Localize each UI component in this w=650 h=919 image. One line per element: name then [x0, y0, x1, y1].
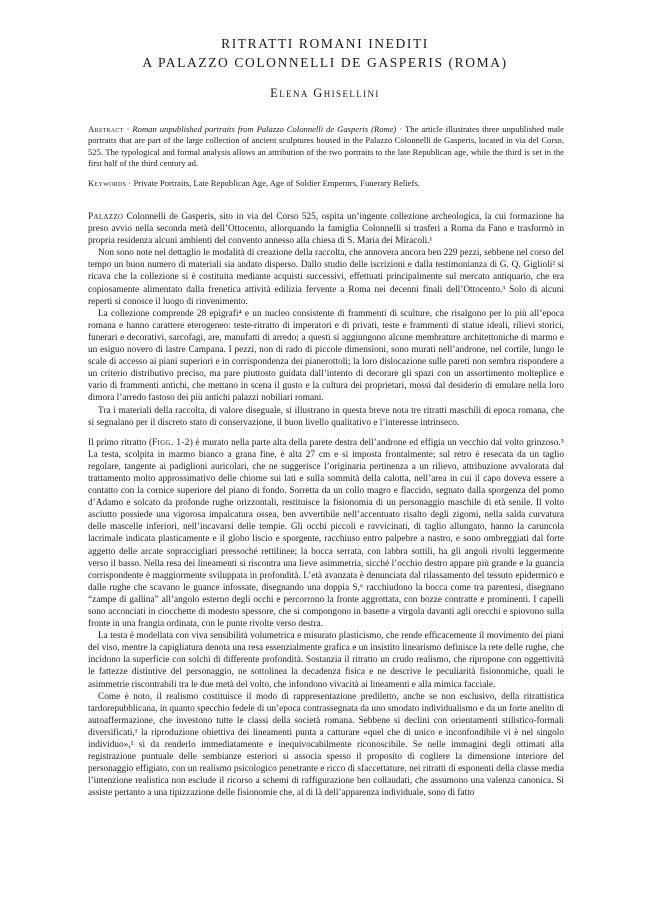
article-title-line-2: A PALAZZO COLONNELLI DE GASPERIS (ROMA): [142, 55, 508, 70]
keywords: [88, 178, 564, 189]
paragraph-4: Tra i materiali della raccolta, di valore diseguale, si illustrano in questa breve nota tre ritratti maschili di epoca romana, che si segnalano per il discreto stato di conservazione, il buon livello qualitativo e l’interesse intrinseco.: [88, 405, 564, 428]
paragraph-5-text-a: Il primo ritratto (: [88, 437, 153, 448]
abstract-separator: ·: [123, 124, 133, 134]
paragraph-1-text: Colonnelli de Gasperis, sito in via del Corso 525, ospita un’ingente collezione archeologica, la cui formazione ha preso avvio nella seconda metà dell’Ottocento, allorquando la famiglia Colonnelli si trasferì a Roma da Fano e trasformò in propria residenza alcuni ambienti del convento annesso alla chiesa di S. Maria dei Miracoli.¹: [88, 212, 564, 247]
paragraph-6: La testa è modellata con viva sensibilità volumetrica e misurato plasticismo, che rende efficacemente il movimento dei piani del viso, mentre la capigliatura denota una resa essenzialmente grafica e un insistito linearismo definisce la rete delle rughe, che incidono la superficie con solchi di differente profondità. Sostanzia il ritratto un crudo realismo, che ripropone con oggettività le fattezze distintive del personaggio, ne sottolinea la decadenza fisica e ne descrive le peculiarità fisionomiche, quali le asimmetrie riscontrabili tra le due metà del volto, che infondono vivacità ai lineamenti e alla mimica facciale.: [88, 631, 564, 690]
abstract-english-title: Roman unpublished portraits from Palazzo Colonnelli de Gasperis (Rome): [132, 124, 397, 134]
abstract: [88, 124, 564, 169]
paragraph-5-text-b: ) è murato nella parte alta della parete destra dell’androne ed effigia un vecchio dal volto grinzoso.⁵ La testa, scolpita in marmo bianco a grana fine, è alta 27 cm e si imposta frontalmente; sul retro è resecata da un taglio regolare, tangente ai padiglioni auricolari, che ne suggerisce l’originaria pertinenza a un rilievo, attribuzione avvalorata dal trattamento molto approssimativo delle chiome sui lati e sulla sommità della calotta, nell’area in cui il capo doveva essere a contatto con la cornice superiore del piano di fondo. Sorretta da un collo magro e flaccido, segnato dalla sporgenza del pomo d’Adamo e solcato da profonde rughe orizzontali, restituisce la fisionomia di un personaggio maschile di età senile. Il volto asciutto possiede una vigorosa impalcatura ossea, ben avvertibile nell’accentuato risalto degli zigomi, nella salda curvatura delle mascelle inferiori, nell’incavarsi delle tempie. Gli occhi piccoli e ravvicinati, di taglio allungato, hanno la caruncola lacrimale indicata plasticamente e il globo liscio e sporgente, racchiuso entro palpebre a nastro, e sono ombreggiati dal forte aggetto delle arcate sopraccigliari pressoché rettilinee; la bocca serrata, con labbra sottili, ha gli angoli rivolti leggermente verso il basso. Nella resa dei lineamenti si riscontra una lieve asimmetria, sicché l’occhio destro appare più grande e la guancia corrispondente è maggiormente sviluppata in profondità. L’età avanzata è denunciata dal rilassamento del tessuto epidermico e dalle rughe che scavano le guance infossate, disegnando una doppia S,⁶ racchiudono la bocca come tra parentesi, disegnano “zampe di gallina” all’angolo esterno degli occhi e percorrono la fronte aggrottata, con bozze contratte e prominenti. I capelli sono acconciati in ciocchette di modesto spessore, che si compongono in basette a virgola davanti agli orecchi e spiovono sulla fronte in una frangia ordinata, con le punte rivolte verso destra.: [88, 437, 564, 630]
figure-reference: Figg. 1-2: [152, 437, 190, 448]
paragraph-1-lead: Palazzo: [88, 212, 124, 222]
author-name: Elena Ghisellini: [270, 86, 380, 100]
keywords-separator: ·: [126, 178, 134, 188]
article-body: [88, 211, 564, 800]
paragraph-3: La collezione comprende 28 epigrafi⁴ e un nucleo consistente di frammenti di sculture, che risalgono per lo più all’epoca romana e hanno carattere eterogeneo: teste-ritratto di imperatori e di privati, teste e frammenti di statue ideali, rilievi storici, funerari e decorativi, sarcofagi, are, manufatti di arredo; a questi si aggiungono alcune membrature architettoniche di marmo e un esiguo novero di lastre Campana. I pezzi, non di rado di piccole dimensioni, sono murati nell’androne, nel cortile, lungo le scale di accesso ai piani superiori e in corrispondenza dei pianerottoli; la loro dislocazione sulle pareti non sembra rispondere a un criterio distributivo preciso, ma pare piuttosto guidata dall’intento di decorare gli spazi con un assortimento molteplice e vario di frammenti antichi, che mettano in scena il gusto e la cultura dei proprietari, mossi dal desiderio di emulare nella loro dimora l’arredo fastoso dei più antichi palazzi nobiliari romani.: [88, 308, 564, 404]
paragraph-1: [88, 211, 564, 247]
abstract-label: Abstract: [88, 124, 124, 134]
keywords-text: Private Portraits, Late Republican Age, Age of Soldier Emperors, Funerary Reliefs.: [133, 178, 420, 188]
paragraph-2: Non sono note nel dettaglio le modalità di creazione della raccolta, che annovera ancora ben 229 pezzi, sebbene nel corso del tempo un buon numero di materiali sia andato disperso. Dallo studio delle iscrizioni e dalla testimonianza di G. Q. Giglioli² si ricava che la collezione si è costituita mediante acquisti successivi, effettuati principalmente sul mercato antiquario, che era copiosamente alimentato dalla frenetica attività edilizia fervente a Roma nei decenni finali dell’Ottocento.³ Solo di alcuni reperti si conosce il luogo di rinvenimento.: [88, 248, 564, 307]
keywords-label: Keywords: [88, 178, 127, 188]
article-title-line-1: RITRATTI ROMANI INEDITI: [221, 36, 429, 51]
paragraph-7: Come è noto, il realismo costituisce il modo di rappresentazione prediletto, anche se non esclusivo, della ritrattistica tardorepubblicana, in quanto specchio fedele di un’epoca contrassegnata da uno smodato individualismo e da un forte anelito di autoaffermazione, che investono tutte le classi della società romana. Sebbene si declini con orientamenti stilistico-formali diversificati,¹ la riproduzione obiettiva dei lineamenti punta a catturare «quel che di unico e inconfondibile vi è nel singolo individuo»,² sì da renderlo immediatamente e inequivocabilmente riconoscibile. Se nelle immagini degli ottimati alla registrazione puntuale delle sembianze esteriori si associa spesso il proposito di cogliere la dimensione interiore del personaggio effigiato, con un realismo psicologico penetrante e ricco di sfaccettature, nei ritratti di esponenti della classe media l’intenzione realistica non esclude il ricorso a schemi di raffigurazione ben collaudati, che assumono una valenza canonica. Si assiste pertanto a una tipizzazione delle fisionomie che, al di là dell’apparenza individuale, sono di fatto: [88, 691, 564, 799]
abstract-text: · The article illustrates three unpublished male portraits that are part of the large collection of ancient sculptures housed in the Palazzo Colonnelli de Gasperis, located in via del Corso, 525. The typological and formal analysis allows an attribution of the two portraits to the late Republican age, while the third is set in the first half of the third century ad.: [88, 124, 564, 168]
paragraph-5: [88, 437, 564, 631]
